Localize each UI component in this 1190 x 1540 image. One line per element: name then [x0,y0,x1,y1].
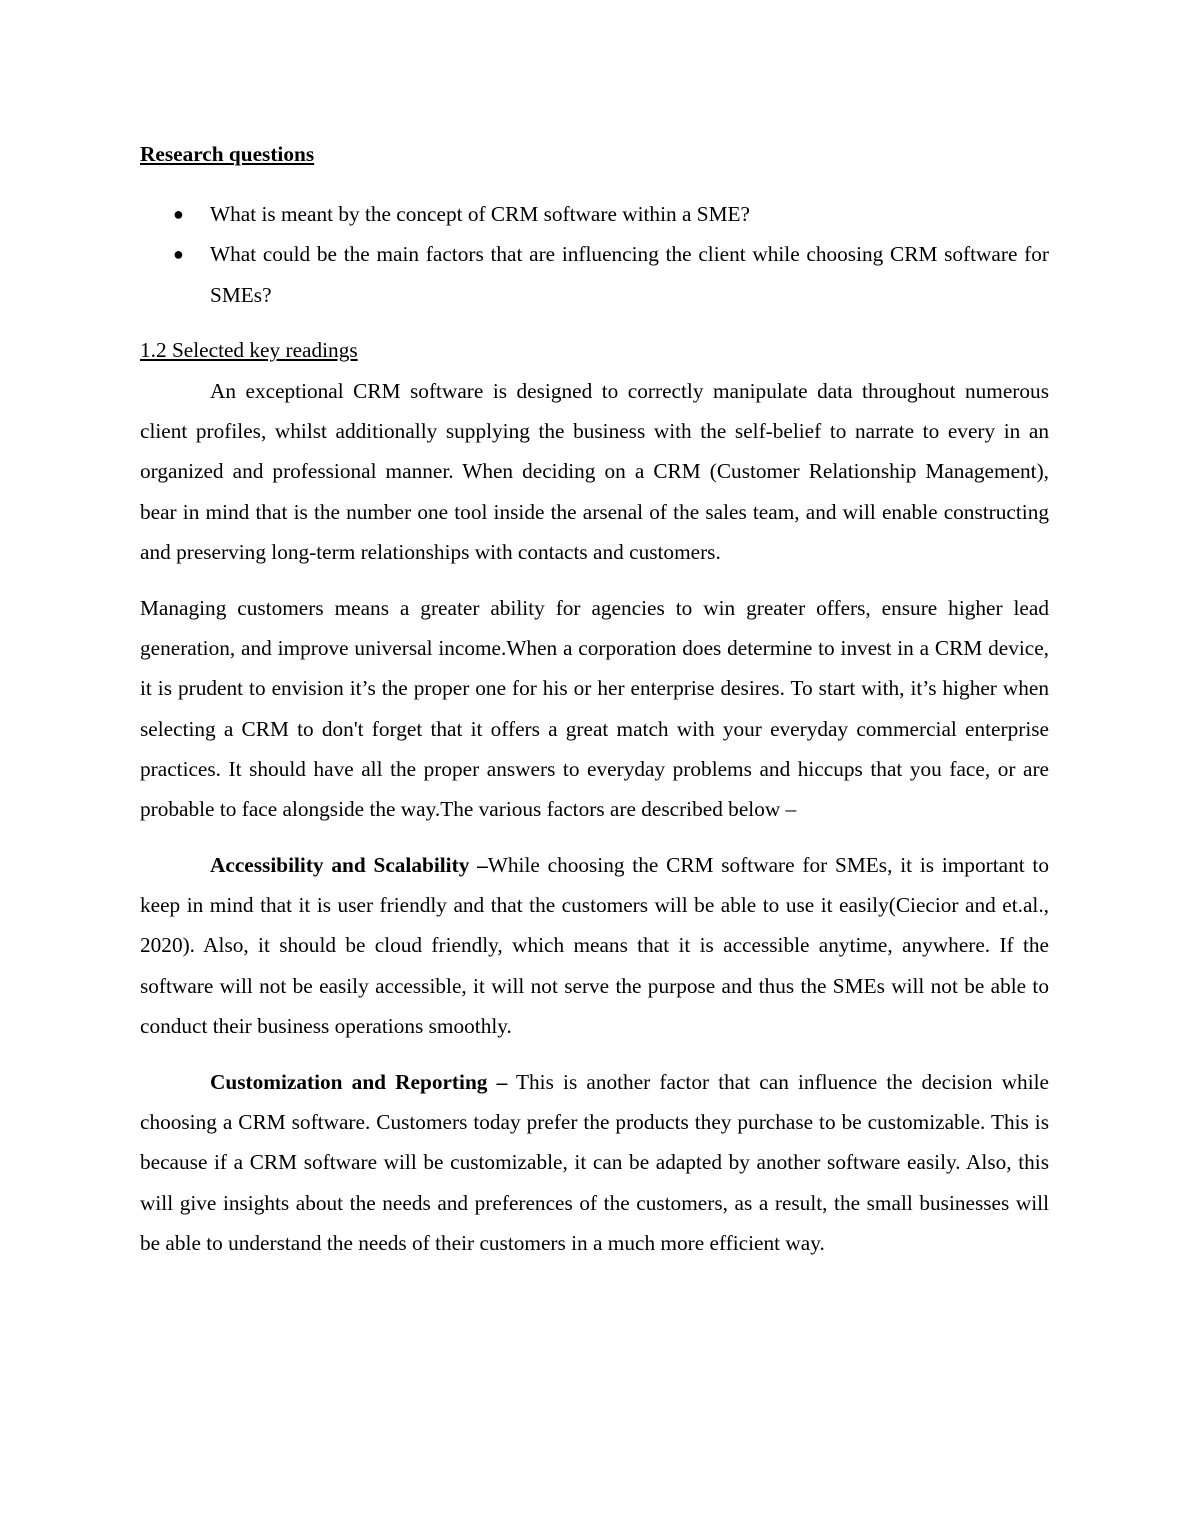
document-page [140,140,1049,1263]
factor-text-customization: This is another factor that can influence the decision while choosing a CRM software. Customers today prefer the products they purchase to be customizable. This is because if a CRM software will be customizable, it can be adapted by another software easily. Also, this will give insights about the needs and preferences of the customers, as a result, the small businesses will be able to understand the needs of their customers in a much more efficient way. [140,1069,1049,1256]
paragraph-accessibility [140,845,1049,1046]
factor-title-accessibility: Accessibility and Scalability – [210,852,488,877]
paragraph-managing-customers: Managing customers means a greater ability for agencies to win greater offers, ensure higher lead generation, and improve universal income.When a corporation does determine to invest in a CRM device, it is prudent to envision it’s the proper one for his or her enterprise desires. To start with, it’s higher when selecting a CRM to don't forget that it offers a great match with your everyday commercial enterprise practices. It should have all the proper answers to everyday problems and hiccups that you face, or are probable to face alongside the way.The various factors are described below – [140,595,1049,822]
question-text: What could be the main factors that are influencing the client while choosing CRM software for SMEs? [210,242,1049,307]
list-item [140,194,1049,234]
selected-key-readings-heading: 1.2 Selected key readings [140,338,358,363]
question-text: What is meant by the concept of CRM software within a SME? [210,202,750,226]
factor-text-accessibility: While choosing the CRM software for SMEs, it is important to keep in mind that it is user friendly and that the customers will be able to use it easily(Ciecior and et.al., 2020). Also, it should be cloud friendly, which means that it is accessible anytime, anywhere. If the software will not be easily accessible, it will not serve the purpose and thus the SMEs will not be able to conduct their business operations smoothly. [140,852,1049,1039]
list-item [140,234,1049,315]
research-questions-list [140,194,1049,315]
factor-title-customization: Customization and Reporting – [210,1069,508,1094]
paragraph-intro: An exceptional CRM software is designed to correctly manipulate data throughout numerous client profiles, whilst additionally supplying the business with the self-belief to narrate to every in an organized and professional manner. When deciding on a CRM (Customer Relationship Management), bear in mind that is the number one tool inside the arsenal of the sales team, and will enable constructing and preserving long-term relationships with contacts and customers. [140,378,1049,564]
research-questions-heading: Research questions [140,142,315,166]
bullet-dot-icon: ● [173,244,184,265]
paragraph-customization [140,1062,1049,1263]
bullet-dot-icon: ● [173,204,184,224]
